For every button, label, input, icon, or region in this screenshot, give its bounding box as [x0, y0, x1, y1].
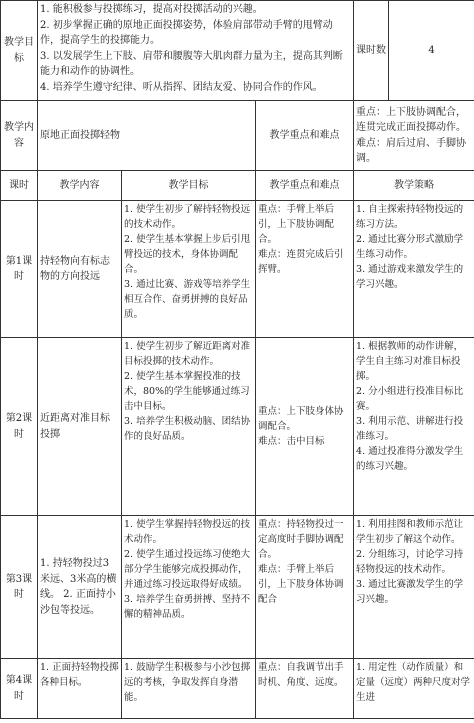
period-goals: 1. 使学生初步了解持轻物投远的技术动作。 2. 使学生基本掌握上步后引甩臂投远的技术，身体协调配合。 3. 通过比赛、游戏等培养学生相互合作、奋勇拼搏的良好品质。	[122, 201, 256, 338]
period-content: 近距离对准目标投掷	[38, 338, 122, 516]
goal-label: 教学目标	[1, 1, 38, 101]
period-cell: 第1课时	[1, 201, 38, 338]
goal-item: 3. 以发展学生上下肢、肩带和腰腹等大肌肉群力量为主，提高其判断能力和动作的协调性。	[40, 50, 343, 77]
period-content: 1. 持轻物投过3米远、3米高的横线。 2. 正面持小沙包等投远。	[38, 516, 122, 659]
table-row	[1, 659, 474, 719]
key-cell	[354, 101, 474, 171]
column-header-row	[1, 171, 474, 201]
period-strategy: 1. 用定性（动作质量）和定量（远度）两种尺度对学生进	[354, 659, 474, 719]
content-label: 教学内容	[1, 101, 38, 171]
col-header-goals: 教学目标	[122, 171, 256, 201]
col-header-period: 课时	[1, 171, 38, 201]
table-row	[1, 516, 474, 659]
period-content: 1. 正面持轻物投掷各种目标。	[38, 659, 122, 719]
goal-item: 4. 培养学生遵守纪律、听从指挥、团结友爱、协同合作的作风。	[40, 81, 323, 93]
goal-item: 2. 初步掌握正确的原地正面投掷姿势，体验肩部带动手臂的甩臂动作，提高学生的投掷能力。	[40, 19, 333, 46]
col-header-content: 教学内容	[38, 171, 122, 201]
period-key: 重点：手臂上举后引，上下肢协调配合。 难点：连贯完成后引挥臂。	[256, 201, 354, 338]
col-header-key: 教学重点和难点	[256, 171, 354, 201]
difficulty: 难点：肩后过肩、手脚协调。	[356, 137, 467, 164]
table-row	[1, 201, 474, 338]
period-goals: 1. 使学生初步了解近距离对准目标投掷的技术动作。 2. 使学生基本掌握投准的技术，80%的学生能够通过练习击中目标。 3. 培养学生积极动脑、团结协作的良好品质。	[122, 338, 256, 516]
table-row	[1, 338, 474, 516]
period-cell: 第4课时	[1, 659, 38, 719]
goals-cell	[38, 1, 354, 101]
period-cell: 第3课时	[1, 516, 38, 659]
goal-item: 1. 能积极参与投掷练习，提高对投掷活动的兴趣。	[40, 4, 263, 15]
period-strategy: 1. 根据教师的动作讲解，学生自主练习对准目标投掷。 2. 分小组进行投准目标比赛。 3. 利用示范、讲解进行投准练习。 4. 通过投准得分激发学生的练习兴趣。	[354, 338, 474, 516]
period-content: 持轻物向有标志物的方向投远	[38, 201, 122, 338]
hours-label: 课时数	[354, 1, 389, 101]
col-header-strategy: 教学策略	[354, 171, 474, 201]
content-row	[1, 101, 474, 171]
period-key: 重点：上下肢身体协调配合。 难点：击中目标	[256, 338, 354, 516]
period-strategy: 1. 自主探索持轻物投远的练习方法。 2. 通过比赛分形式激励学生练习动作。 3. 通过游戏来激发学生的学习兴趣。	[354, 201, 474, 338]
period-goals: 1. 鼓励学生积极参与小沙包掷远的考核，争取发挥自身潜能。	[122, 659, 256, 719]
hours-value: 4	[389, 1, 474, 101]
goals-row	[1, 1, 474, 101]
key-point: 重点：上下肢协调配合，连贯完成正面投掷动作。	[356, 106, 467, 133]
period-strategy: 1. 利用挂图和教师示范让学生初步了解这个动作。 2. 分组练习，讨论学习持轻物投远的技术动作。 3. 通过比赛激发学生的学习兴趣。	[354, 516, 474, 659]
period-goals: 1. 使学生掌握持轻物投远的技术动作。 2. 使学生通过投远练习使绝大部分学生能够完成投掷动作，并通过练习投远取得好成绩。 3. 培养学生奋勇拼搏、坚持不懈的精神品质。	[122, 516, 256, 659]
period-key: 重点：自我调节出手时机、角度、远度。	[256, 659, 354, 719]
key-label: 教学重点和难点	[256, 101, 354, 171]
period-cell: 第2课时	[1, 338, 38, 516]
content-value: 原地正面投掷轻物	[38, 101, 256, 171]
period-key: 重点：持轻物投过一定高度时手脚协调配合。 难点：手臂上举后引，上下肢身体协调配合	[256, 516, 354, 659]
